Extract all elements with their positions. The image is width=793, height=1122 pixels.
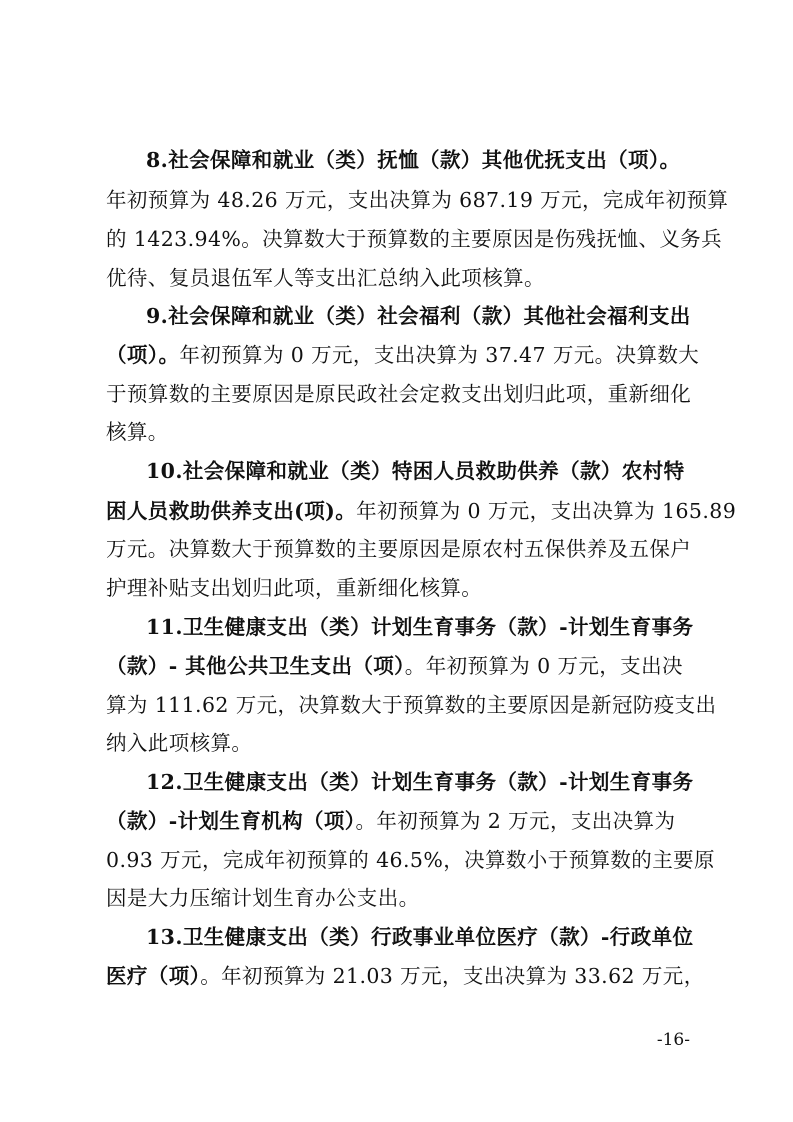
paragraph-8-text-2: 年初预算为 48.26 万元，支出决算为 687.19 万元，完成年初预算 [106, 188, 729, 212]
paragraph-11-heading: 11.卫生健康支出（类）计划生育事务（款）-计划生育事务 [146, 615, 694, 639]
paragraph-9-heading: 9.社会保障和就业（类）社会福利（款）其他社会福利支出 [146, 304, 691, 328]
paragraph-13-heading: 13.卫生健康支出（类）行政事业单位医疗（款）-行政单位 [146, 925, 694, 949]
paragraph-11-text-2: 。年初预算为 0 万元，支出决 [404, 654, 683, 678]
paragraph-11-text-3: 算为 111.62 万元，决算数大于预算数的主要原因是新冠防疫支出 [106, 693, 717, 717]
paragraph-11-line-4 [106, 725, 690, 761]
paragraph-10-line-4 [106, 570, 690, 606]
paragraph-10-text-2: 年初预算为 0 万元，支出决算为 165.89 [356, 499, 737, 523]
paragraph-10-text-4: 护理补贴支出划归此项，重新细化核算。 [106, 576, 483, 600]
paragraph-8-text-4: 优待、复员退伍军人等支出汇总纳入此项核算。 [106, 266, 545, 290]
paragraph-8-line-2 [106, 182, 729, 218]
paragraph-10-heading-cont: 困人员救助供养支出(项)。 [106, 499, 357, 523]
paragraph-8-line-4 [106, 260, 690, 296]
paragraph-11-heading-cont: （款）- 其他公共卫生支出（项） [106, 654, 405, 678]
paragraph-10-heading: 10.社会保障和就业（类）特困人员救助供养（款）农村特 [146, 459, 685, 483]
paragraph-10-line-1 [146, 453, 690, 489]
paragraph-9-text-4: 核算。 [106, 420, 169, 444]
paragraph-12-line-4 [106, 880, 690, 916]
paragraph-12-text-4: 因是大力压缩计划生育办公支出。 [106, 886, 420, 910]
paragraph-8-line-1 [146, 142, 690, 178]
paragraph-9-line-3 [106, 376, 690, 412]
paragraph-12-line-3 [106, 842, 715, 878]
paragraph-9-line-2 [106, 337, 700, 373]
paragraph-12-heading-cont: （款）-计划生育机构（项） [106, 809, 356, 833]
page-number: -16- [656, 1030, 690, 1050]
paragraph-8-text-3: 的 1423.94%。决算数大于预算数的主要原因是伤残抚恤、义务兵 [106, 227, 722, 251]
paragraph-9-line-1 [146, 298, 690, 334]
paragraph-9-text-2: 年初预算为 0 万元，支出决算为 37.47 万元。决算数大 [179, 343, 700, 367]
paragraph-11-text-4: 纳入此项核算。 [106, 731, 253, 755]
paragraph-11-line-1 [146, 609, 694, 645]
paragraph-10-text-3: 万元。决算数大于预算数的主要原因是原农村五保供养及五保户 [106, 537, 692, 561]
paragraph-12-heading: 12.卫生健康支出（类）计划生育事务（款）-计划生育事务 [146, 770, 694, 794]
paragraph-11-line-2 [106, 648, 690, 684]
paragraph-10-line-3 [106, 531, 690, 567]
paragraph-12-text-2: 。年初预算为 2 万元，支出决算为 [355, 809, 676, 833]
paragraph-13-line-1 [146, 919, 694, 955]
paragraph-8-heading: 8.社会保障和就业（类）抚恤（款）其他优抚支出（项）。 [146, 148, 681, 172]
paragraph-12-text-3: 0.93 万元，完成年初预算的 46.5%，决算数小于预算数的主要原 [106, 848, 715, 872]
paragraph-9-text-3: 于预算数的主要原因是原民政社会定救支出划归此项，重新细化 [106, 382, 692, 406]
paragraph-12-line-1 [146, 764, 694, 800]
paragraph-10-line-2 [106, 493, 737, 529]
paragraph-11-line-3 [106, 687, 717, 723]
paragraph-13-text-2: 。年初预算为 21.03 万元，支出决算为 33.62 万元， [200, 964, 705, 988]
paragraph-13-heading-cont: 医疗（项） [106, 964, 201, 988]
paragraph-9-heading-cont: （项）。 [106, 343, 180, 367]
paragraph-9-line-4 [106, 414, 690, 450]
paragraph-12-line-2 [106, 803, 690, 839]
paragraph-13-line-2 [106, 958, 705, 994]
paragraph-8-line-3 [106, 221, 722, 257]
